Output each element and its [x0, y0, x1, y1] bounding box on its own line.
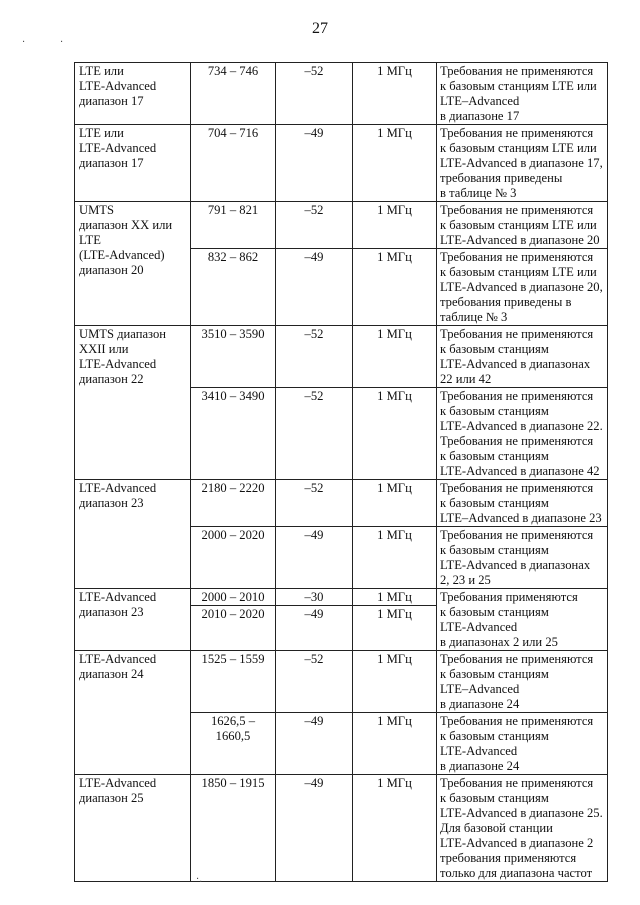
frequency-cell: 3510 – 3590 [191, 326, 276, 388]
note-cell: Требования не применяются к базовым станциям LTE или LTE-Advanced в диапазоне 20 [437, 202, 608, 249]
band-cell: LTE-Advanced диапазон 23 [75, 480, 191, 589]
table-row [75, 480, 608, 527]
frequency-cell: 704 – 716 [191, 125, 276, 202]
bandwidth-cell: 1 МГц [353, 651, 437, 713]
band-cell: LTE-Advanced диапазон 23 [75, 589, 191, 651]
frequency-requirements-table [74, 62, 608, 882]
note-cell: Требования не применяются к базовым станциям LTE-Advanced в диапазоне 25. Для базовой станции LTE-Advanced в диапазоне 2 требования применяются только для диапазона частот [437, 775, 608, 882]
note-cell: Требования применяются к базовым станциям LTE-Advanced в диапазонах 2 или 25 [437, 589, 608, 651]
note-cell: Требования не применяются к базовым станциям LTE-Advanced в диапазонах 22 или 42 [437, 326, 608, 388]
note-cell: Требования не применяются к базовым станциям LTE–Advanced в диапазоне 23 [437, 480, 608, 527]
note-cell: Требования не применяются к базовым станциям LTE-Advanced в диапазоне 22. Требования не применяются к базовым станциям LTE-Advanced в диапазоне 42 [437, 388, 608, 480]
frequency-cell: 734 – 746 [191, 63, 276, 125]
level-cell: –52 [276, 651, 353, 713]
table-row [75, 589, 608, 606]
note-cell: Требования не применяются к базовым станциям LTE или LTE–Advanced в диапазоне 17 [437, 63, 608, 125]
band-cell: LTE-Advanced диапазон 24 [75, 651, 191, 775]
scan-speck: ·. [196, 874, 203, 885]
bandwidth-cell: 1 МГц [353, 63, 437, 125]
frequency-cell: 3410 – 3490 [191, 388, 276, 480]
bandwidth-cell: 1 МГц [353, 589, 437, 606]
note-cell: Требования не применяются к базовым станциям LTE или LTE-Advanced в диапазоне 20, требования приведены в таблице № 3 [437, 249, 608, 326]
frequency-cell: 832 – 862 [191, 249, 276, 326]
frequency-cell: 1850 – 1915 [191, 775, 276, 882]
table-row [75, 202, 608, 249]
note-cell: Требования не применяются к базовым станциям LTE или LTE-Advanced в диапазоне 17, требования приведены в таблице № 3 [437, 125, 608, 202]
level-cell: –49 [276, 775, 353, 882]
band-cell: UMTS диапазон XXII или LTE-Advanced диапазон 22 [75, 326, 191, 480]
frequency-cell: 2180 – 2220 [191, 480, 276, 527]
level-cell: –52 [276, 326, 353, 388]
level-cell: –52 [276, 63, 353, 125]
table-row [75, 651, 608, 713]
table-row [75, 63, 608, 125]
band-cell: LTE или LTE-Advanced диапазон 17 [75, 63, 191, 125]
bandwidth-cell: 1 МГц [353, 606, 437, 651]
bandwidth-cell: 1 МГц [353, 326, 437, 388]
level-cell: –49 [276, 606, 353, 651]
level-cell: –49 [276, 713, 353, 775]
level-cell: –52 [276, 388, 353, 480]
table-row [75, 125, 608, 202]
band-cell: LTE или LTE-Advanced диапазон 17 [75, 125, 191, 202]
bandwidth-cell: 1 МГц [353, 527, 437, 589]
level-cell: –49 [276, 527, 353, 589]
bandwidth-cell: 1 МГц [353, 249, 437, 326]
bandwidth-cell: 1 МГц [353, 713, 437, 775]
note-cell: Требования не применяются к базовым станциям LTE–Advanced в диапазоне 24 [437, 651, 608, 713]
frequency-cell: 1525 – 1559 [191, 651, 276, 713]
level-cell: –30 [276, 589, 353, 606]
level-cell: –52 [276, 480, 353, 527]
level-cell: –49 [276, 125, 353, 202]
frequency-cell: 2000 – 2020 [191, 527, 276, 589]
bandwidth-cell: 1 МГц [353, 480, 437, 527]
scan-speck: · [60, 37, 64, 48]
table-row [75, 326, 608, 388]
table-row [75, 775, 608, 882]
band-cell: LTE-Advanced диапазон 25 [75, 775, 191, 882]
page-number: 27 [312, 20, 328, 37]
scan-speck: · [22, 37, 26, 48]
frequency-cell: 1626,5 – 1660,5 [191, 713, 276, 775]
frequency-cell: 2010 – 2020 [191, 606, 276, 651]
bandwidth-cell: 1 МГц [353, 202, 437, 249]
note-cell: Требования не применяются к базовым станциям LTE-Advanced в диапазоне 24 [437, 713, 608, 775]
bandwidth-cell: 1 МГц [353, 775, 437, 882]
note-cell: Требования не применяются к базовым станциям LTE-Advanced в диапазонах 2, 23 и 25 [437, 527, 608, 589]
level-cell: –49 [276, 249, 353, 326]
frequency-cell: 2000 – 2010 [191, 589, 276, 606]
frequency-cell: 791 – 821 [191, 202, 276, 249]
bandwidth-cell: 1 МГц [353, 388, 437, 480]
band-cell: UMTS диапазон XX или LTE (LTE-Advanced) диапазон 20 [75, 202, 191, 326]
level-cell: –52 [276, 202, 353, 249]
bandwidth-cell: 1 МГц [353, 125, 437, 202]
